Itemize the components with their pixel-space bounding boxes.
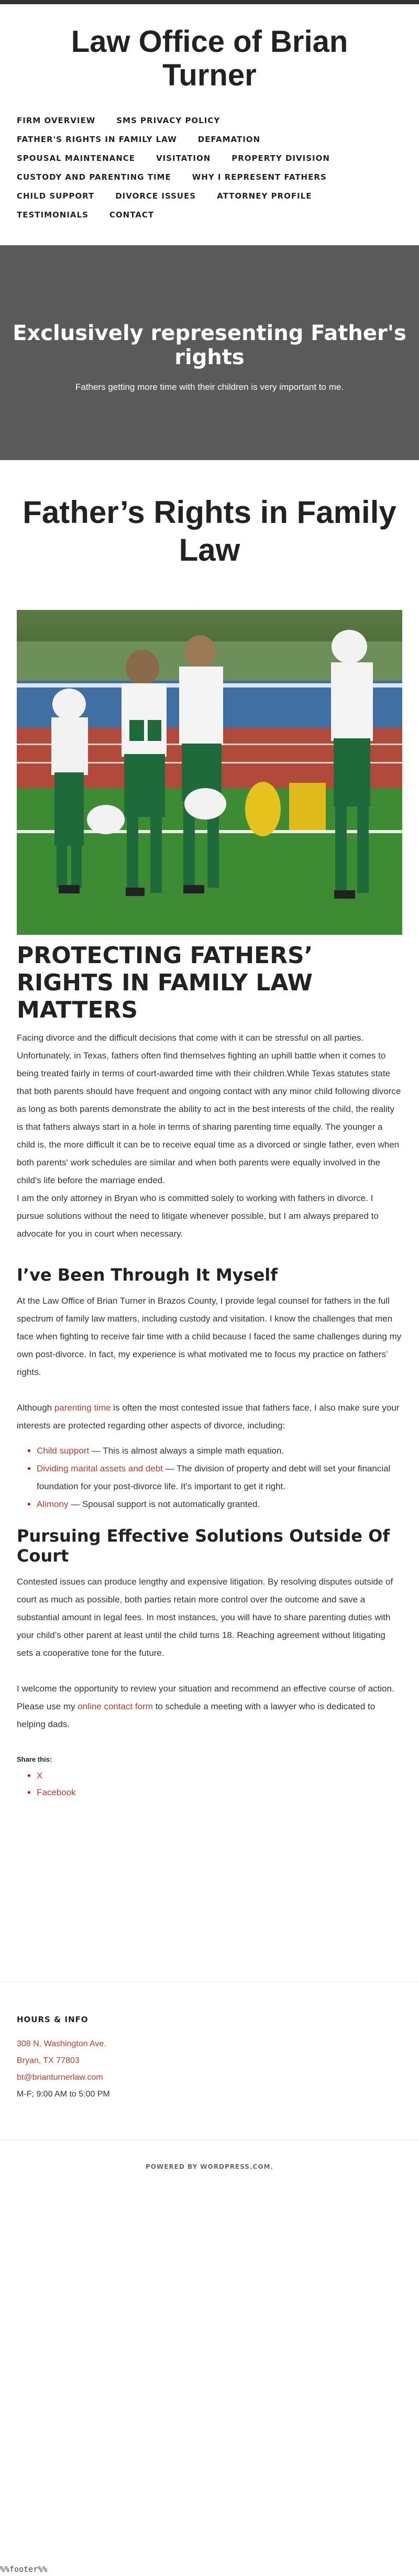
footer-area [0, 1982, 419, 2170]
share-title: Share this: [17, 1755, 52, 1763]
list-item [37, 1442, 402, 1460]
nav-sms-privacy-policy[interactable]: SMS PRIVACY POLICY [116, 116, 220, 125]
nav-defamation[interactable]: DEFAMATION [197, 135, 261, 144]
spacer [17, 1662, 402, 1680]
nav-attorney-profile[interactable]: ATTORNEY PROFILE [217, 191, 312, 201]
site-title[interactable]: Law Office of Brian Turner [71, 25, 348, 92]
nav-row [17, 187, 402, 205]
section-heading: PROTECTING FATHERS’ RIGHTS IN FAMILY LAW MATTERS [17, 942, 313, 1023]
solutions-paragraph: Contested issues can produce lengthy and expensive litigation. By resolving disputes outside of court as much as possible, both parties retain more control over the outcome and save a substantial amount in legal fees. In most instances, you will have to share parenting duties with your child’s other parent at least until the child turns 18. Reaching agreement without litigating sets a cooperative tone for the future. [17, 1577, 393, 1658]
contact-paragraph [17, 1680, 402, 1733]
footer-address-line-2 [17, 2053, 402, 2069]
share-list [17, 1767, 402, 1801]
online-contact-form-link[interactable]: online contact form [78, 1701, 153, 1711]
page-title: Father’s Rights in Family Law [23, 495, 396, 567]
city-link[interactable]: Bryan, TX 77803 [17, 2056, 80, 2065]
list-item-text: — Spousal support is not automatically granted. [68, 1499, 260, 1509]
text: Although [17, 1403, 54, 1413]
subheading-been-through-it: I’ve Been Through It Myself [17, 1265, 278, 1285]
nav-visitation[interactable]: VISITATION [156, 154, 211, 163]
nav-child-support[interactable]: CHILD SUPPORT [17, 191, 95, 201]
text: to schedule a meeting with a lawyer who is dedicated to helping dads. [17, 1701, 376, 1729]
footer-email [17, 2069, 402, 2086]
nav-row [17, 149, 402, 168]
parenting-time-link[interactable]: parenting time [54, 1403, 111, 1413]
spacer [17, 1381, 402, 1399]
hero-subtitle: Fathers getting more time with their children is very important to me. [75, 382, 344, 392]
hero-banner [0, 245, 419, 460]
site-credit [0, 2140, 419, 2170]
share-x-link[interactable]: X [37, 1771, 43, 1781]
main-content [0, 942, 419, 1801]
nav-row [17, 168, 402, 187]
hero-title: Exclusively representing Father's rights [13, 321, 406, 369]
share-item [37, 1767, 402, 1784]
nav-fathers-rights[interactable]: FATHER'S RIGHTS IN FAMILY LAW [17, 135, 177, 144]
intro-paragraph: Facing divorce and the difficult decisions that come with it can be stressful on all parties. Unfortunately, in Texas, fathers often find themselves fighting an uphill battle when it comes to being treated fairly in terms of court-awarded time with their children.While Texas statutes state that both parents should have frequent and ongoing contact with any minor child following divorce as long as both parents demonstrate the ability to act in the best interests of the child, the reality is that fathers always start in a hole in terms of sharing parenting time equally. The younger a child is, the more difficult it can be to receive equal time as a divorced or single father, even when both parents' work schedules are similar and when both parents were equally involved in the child's life before the marriage ended. [17, 1033, 401, 1185]
footer-hours: M-F; 9:00 AM to 5:00 PM [17, 2090, 110, 2099]
experience-paragraph: At the Law Office of Brian Turner in Brazos County, I provide legal counsel for fathers in the full spectrum of family law matters, including custody and visitation. I know the challenges that men face when fighting to receive fair time with a child because I faced the same challenges during my own post-divorce. In fact, my experience is what motivated me to focus my practice on fathers’ rights. [17, 1296, 402, 1377]
nav-contact[interactable]: CONTACT [109, 210, 155, 220]
nav-spousal-maintenance[interactable]: SPOUSAL MAINTENANCE [17, 154, 136, 163]
subheading-solutions: Pursuing Effective Solutions Outside Of Court [17, 1526, 390, 1566]
football-players-photo [17, 610, 402, 935]
footer-widget-title: HOURS & INFO [17, 2015, 89, 2024]
footer-placeholder: %%footer%% [0, 2564, 48, 2574]
nav-row [17, 130, 402, 149]
nav-custody-parenting-time[interactable]: CUSTODY AND PARENTING TIME [17, 172, 171, 182]
nav-testimonials[interactable]: TESTIMONIALS [17, 210, 89, 220]
top-bar [0, 0, 419, 4]
nav-row [17, 111, 402, 130]
footer-address-line-1 [17, 2036, 402, 2053]
share-facebook-link[interactable]: Facebook [37, 1787, 76, 1797]
nav-row [17, 205, 402, 224]
parenting-time-paragraph [17, 1399, 402, 1435]
list-item-text: — This is almost always a simple math equation. [89, 1446, 284, 1456]
nav-why-represent-fathers[interactable]: WHY I REPRESENT FATHERS [192, 172, 327, 182]
divorce-aspects-list [17, 1442, 402, 1513]
nav-divorce-issues[interactable]: DIVORCE ISSUES [115, 191, 196, 201]
intro-paragraph-2: I am the only attorney in Bryan who is committed solely to working with fathers in divorce. I pursue solutions without the need to litigate whenever possible, but I am always prepared to advocate for you in court when necessary. [17, 1193, 379, 1239]
nav-firm-overview[interactable]: FIRM OVERVIEW [17, 116, 96, 125]
address-link[interactable]: 308 N. Washington Ave. [17, 2039, 106, 2048]
alimony-link[interactable]: Alimony [37, 1499, 69, 1509]
footer-widgets [0, 1982, 419, 2140]
dividing-assets-link[interactable]: Dividing marital assets and debt [37, 1464, 163, 1473]
list-item [37, 1460, 402, 1496]
text: is often the most contested issue that fathers face, I also make sure your interests are protected regarding other aspects of divorce, including: [17, 1403, 400, 1431]
main-nav [0, 111, 419, 224]
wordpress-credit-link[interactable]: POWERED BY WORDPRESS.COM. [145, 2163, 274, 2170]
list-item [37, 1496, 402, 1513]
email-link[interactable]: bt@brianturnerlaw.com [17, 2073, 103, 2082]
list-item-text: — The division of property and debt will set your financial foundation for your post-divorce life. It’s important to get it right. [37, 1464, 391, 1491]
share-item [37, 1784, 402, 1801]
child-support-link[interactable]: Child support [37, 1446, 90, 1456]
text: I welcome the opportunity to review your situation and recommend an effective course of action. Please use my [17, 1684, 394, 1711]
nav-property-division[interactable]: PROPERTY DIVISION [231, 154, 330, 163]
